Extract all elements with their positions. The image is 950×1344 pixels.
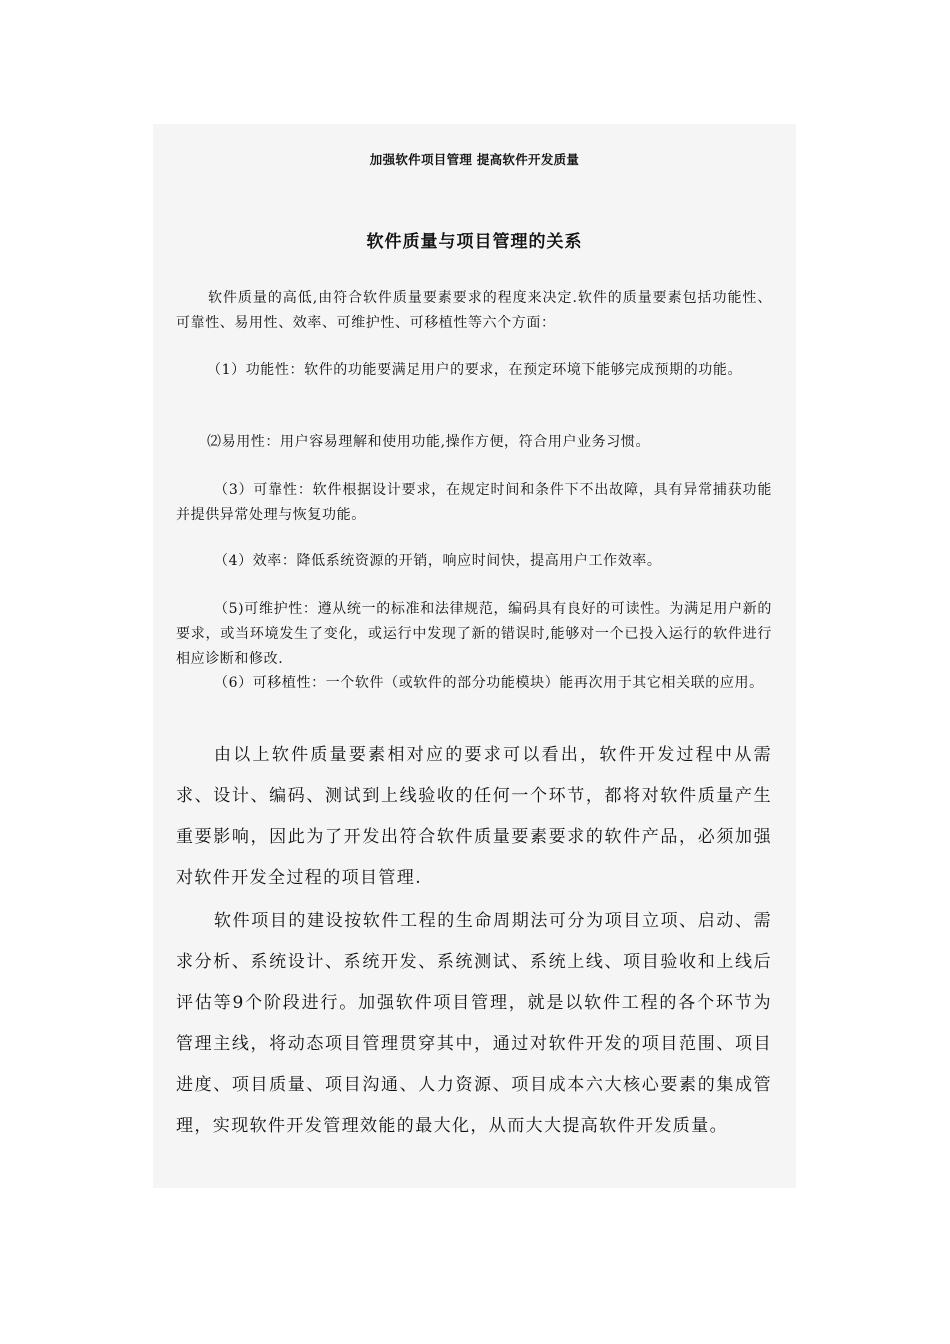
- quality-item-efficiency: （4）效率：降低系统资源的开销，响应时间快，提高用户工作效率。: [214, 553, 662, 569]
- quality-item-reliability: （3）可靠性：软件根据设计要求，在规定时间和条件下不出故障，具有异常捕获功能并提供异常处理与恢复功能。: [176, 482, 772, 523]
- document-title: 加强软件项目管理 提高软件开发质量: [369, 152, 580, 167]
- body-paragraph: 软件项目的建设按软件工程的生命周期法可分为项目立项、启动、需求分析、系统设计、系统开发、系统测试、系统上线、项目验收和上线后评估等9个阶段进行。加强软件项目管理，就是以软件工程的各个环节为管理主线，将动态项目管理贯穿其中，通过对软件开发的项目范围、项目进度、项目质量、项目沟通、人力资源、项目成本六大核心要素的集成管理，实现软件开发管理效能的最大化，从而大大提高软件开发质量。: [176, 911, 772, 1136]
- document-page: [153, 124, 796, 1188]
- quality-item-portability: （6）可移植性：一个软件（或软件的部分功能模块）能再次用于其它相关联的应用。: [214, 675, 764, 691]
- body-paragraph: 由以上软件质量要素相对应的要求可以看出，软件开发过程中从需求、设计、编码、测试到上线验收的任何一个环节，都将对软件质量产生重要影响，因此为了开发出符合软件质量要素要求的软件产品，必须加强对软件开发全过程的项目管理.: [176, 745, 772, 888]
- quality-item-maintainability: （5)可维护性：遵从统一的标准和法律规范，编码具有良好的可读性。为满足用户新的要求，或当环境发生了变化，或运行中发现了新的错误时,能够对一个已投入运行的软件进行相应诊断和修改.: [176, 601, 772, 667]
- intro-paragraph: 软件质量的高低,由符合软件质量要素要求的程度来决定.软件的质量要素包括功能性、可靠性、易用性、效率、可维护性、可移植性等六个方面：: [176, 290, 772, 331]
- quality-item-usability: ⑵易用性：用户容易理解和使用功能,操作方便，符合用户业务习惯。: [207, 434, 651, 450]
- section-heading: 软件质量与项目管理的关系: [366, 232, 583, 252]
- quality-item-functionality: （1）功能性：软件的功能要满足用户的要求，在预定环境下能够完成预期的功能。: [207, 362, 743, 378]
